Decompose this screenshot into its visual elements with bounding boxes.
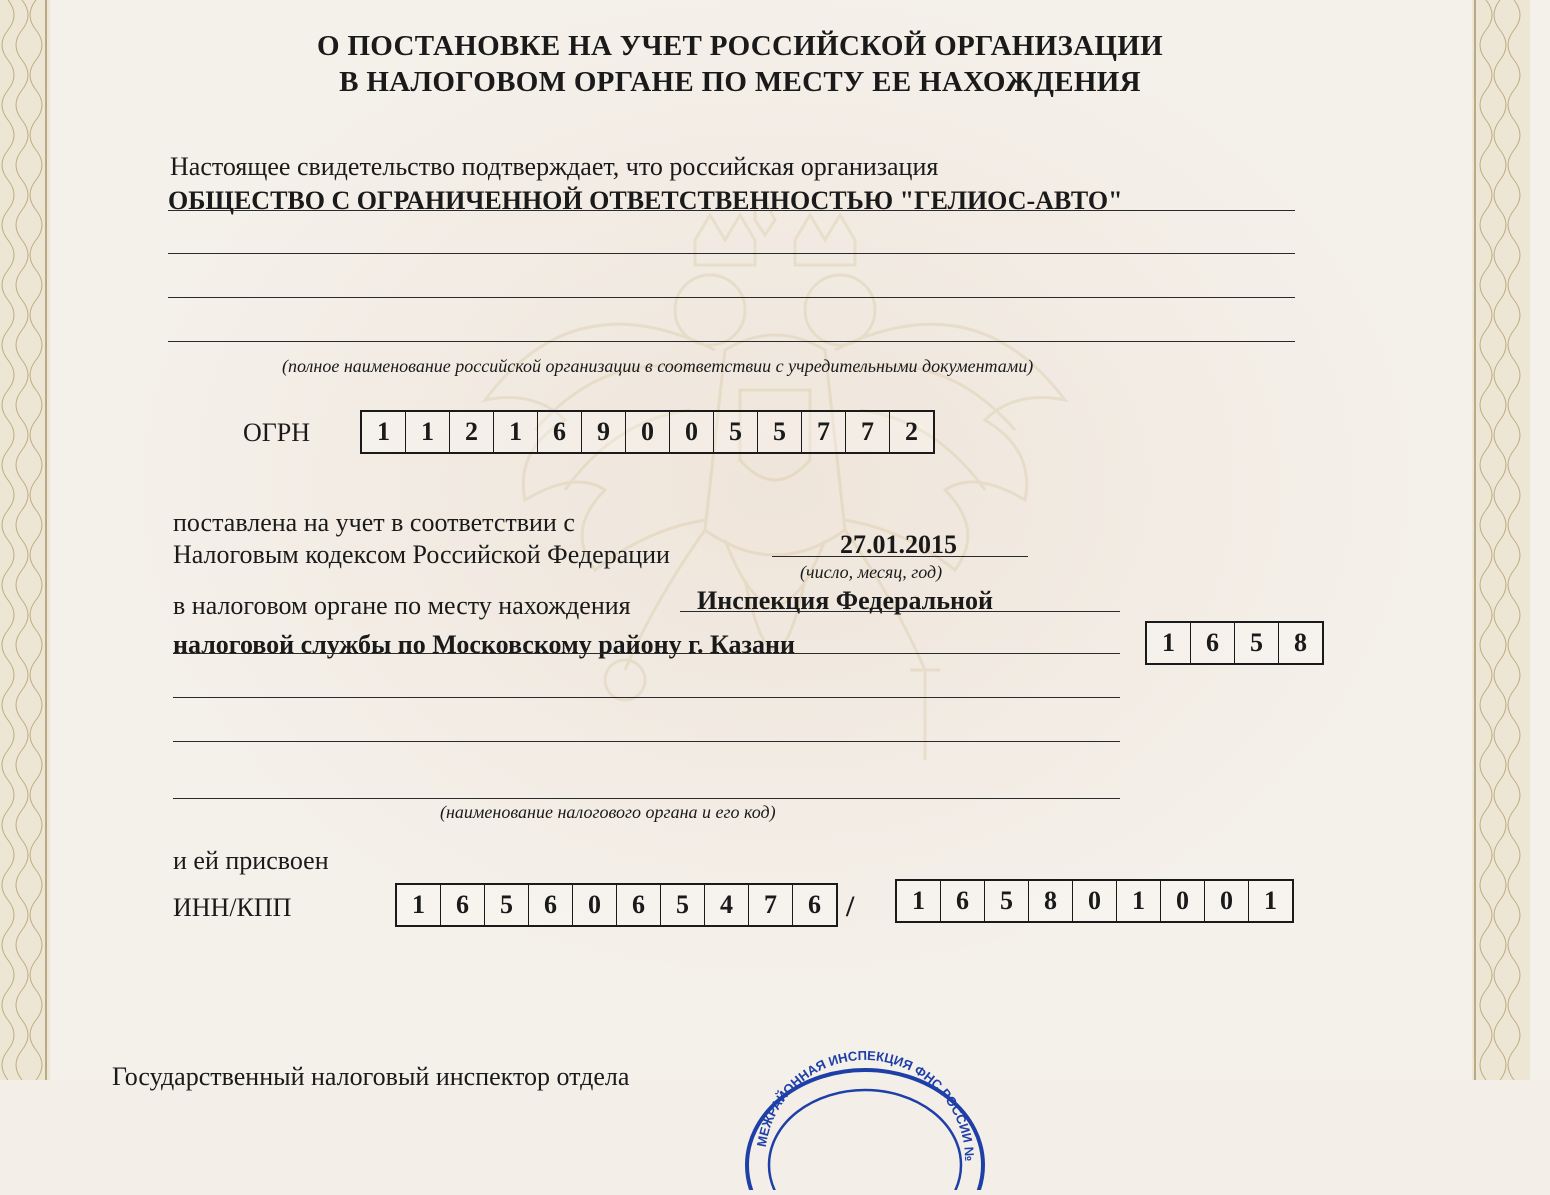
organization-name: ОБЩЕСТВО С ОГРАНИЧЕННОЙ ОТВЕТСТВЕННОСТЬЮ "ГЕЛИОС-АВТО" xyxy=(168,186,1123,215)
ogrn-digit: 2 xyxy=(450,412,494,452)
authority-code-digit: 1 xyxy=(1147,623,1191,663)
date-underline xyxy=(772,556,1028,557)
inn-digit-boxes xyxy=(395,883,838,927)
intro-text: Настоящее свидетельство подтверждает, что российская организация xyxy=(170,152,939,181)
left-decorative-border xyxy=(0,0,50,1080)
ogrn-digit: 2 xyxy=(905,417,918,446)
registration-date: 27.01.2015 xyxy=(840,530,957,559)
kpp-digit: 1 xyxy=(1264,886,1277,915)
authority-code-digit: 8 xyxy=(1294,628,1307,657)
svg-text:МЕЖРАЙОННАЯ ИНСПЕКЦИЯ ФНС РОСС xyxy=(735,1040,977,1162)
kpp-digit: 0 xyxy=(1161,881,1205,921)
inn-digit: 5 xyxy=(485,885,529,925)
certificate-title xyxy=(0,28,1480,100)
ogrn-digit: 7 xyxy=(846,412,890,452)
ogrn-digit: 5 xyxy=(714,412,758,452)
org-name-line-4 xyxy=(168,341,1295,342)
ogrn-digit: 0 xyxy=(670,412,714,452)
authority-line-2 xyxy=(173,653,1120,654)
org-name-line-1 xyxy=(168,210,1295,211)
inn-digit: 1 xyxy=(397,885,441,925)
inn-digit: 6 xyxy=(529,885,573,925)
authority-intro: в налоговом органе по месту нахождения xyxy=(173,591,631,620)
registered-line-1: поставлена на учет в соответствии с xyxy=(173,508,575,537)
authority-line-1 xyxy=(680,611,1120,612)
ogrn-digit: 6 xyxy=(538,412,582,452)
authority-line-5 xyxy=(173,798,1120,799)
ogrn-label: ОГРН xyxy=(243,418,311,447)
inn-digit: 6 xyxy=(441,885,485,925)
authority-line-4 xyxy=(173,741,1120,742)
ogrn-digit: 1 xyxy=(494,412,538,452)
ogrn-digit: 7 xyxy=(802,412,846,452)
ogrn-digit-boxes xyxy=(360,410,935,454)
ogrn-digit: 5 xyxy=(758,412,802,452)
authority-name-part-1: Инспекция Федеральной xyxy=(697,586,993,615)
inn-kpp-label: ИНН/КПП xyxy=(173,893,292,922)
right-decorative-border xyxy=(1472,0,1530,1080)
ogrn-digit: 9 xyxy=(582,412,626,452)
authority-code-digit: 6 xyxy=(1191,623,1235,663)
inn-digit: 6 xyxy=(808,890,821,919)
kpp-digit: 6 xyxy=(941,881,985,921)
kpp-digit: 1 xyxy=(1117,881,1161,921)
official-stamp xyxy=(735,1040,995,1190)
org-name-caption: (полное наименование российской организации в соответствии с учредительными документами) xyxy=(282,356,1034,376)
authority-name-part-2: налоговой службы по Московскому району г. Казани xyxy=(173,630,795,659)
authority-caption: (наименование налогового органа и его код) xyxy=(440,802,776,822)
authority-line-3 xyxy=(173,697,1120,698)
kpp-digit: 0 xyxy=(1073,881,1117,921)
inn-digit: 7 xyxy=(749,885,793,925)
inn-digit: 0 xyxy=(573,885,617,925)
ogrn-digit: 1 xyxy=(362,412,406,452)
date-caption: (число, месяц, год) xyxy=(800,562,943,582)
kpp-digit: 8 xyxy=(1029,881,1073,921)
org-name-line-3 xyxy=(168,297,1295,298)
registered-line-2: Налоговым кодексом Российской Федерации xyxy=(173,540,670,569)
authority-code-boxes xyxy=(1145,621,1324,665)
assigned-label: и ей присвоен xyxy=(173,846,329,875)
stamp-text: МЕЖРАЙОННАЯ ИНСПЕКЦИЯ ФНС РОССИИ № xyxy=(753,1047,978,1162)
title-line-1: О ПОСТАНОВКЕ НА УЧЕТ РОССИЙСКОЙ ОРГАНИЗАЦИИ xyxy=(317,30,1163,62)
ogrn-digit: 1 xyxy=(406,412,450,452)
org-name-line-2 xyxy=(168,253,1295,254)
kpp-digit-boxes xyxy=(895,879,1294,923)
inn-digit: 6 xyxy=(617,885,661,925)
authority-code-digit: 5 xyxy=(1235,623,1279,663)
kpp-digit: 0 xyxy=(1205,881,1249,921)
title-line-2: В НАЛОГОВОМ ОРГАНЕ ПО МЕСТУ ЕЕ НАХОЖДЕНИЯ xyxy=(339,66,1141,98)
inspector-line: Государственный налоговый инспектор отдела xyxy=(112,1062,630,1091)
inn-digit: 4 xyxy=(705,885,749,925)
kpp-digit: 1 xyxy=(897,881,941,921)
kpp-digit: 5 xyxy=(985,881,1029,921)
ogrn-digit: 0 xyxy=(626,412,670,452)
inn-kpp-separator: / xyxy=(846,890,855,923)
inn-digit: 5 xyxy=(661,885,705,925)
